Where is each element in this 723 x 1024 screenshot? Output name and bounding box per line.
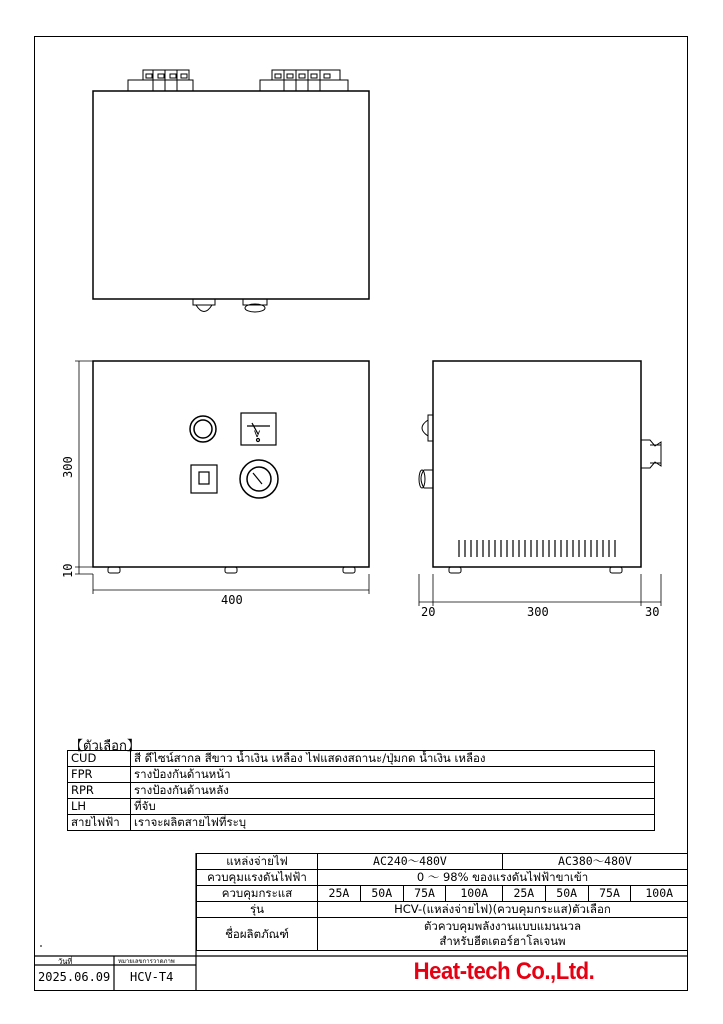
drawing-number-label: หมายเลขการวาดภาพ [118, 958, 175, 965]
dim-foot-height: 10 [61, 563, 75, 578]
voltage-label: ควบคุมแรงดันไฟฟ้า [197, 870, 318, 886]
option-code: สายไฟฟ้า [68, 815, 131, 831]
option-code: LH [68, 799, 131, 815]
voltage-value: 0 ～ 98% ของแรงดันไฟฟ้าขาเข้า [318, 870, 688, 886]
option-desc: รางป้องกันด้านหน้า [131, 767, 655, 783]
power-value-a: AC240～480V [318, 854, 503, 870]
option-code: RPR [68, 783, 131, 799]
current-value: 75A [588, 886, 631, 902]
dim-side-right: 30 [645, 605, 660, 619]
current-value: 100A [631, 886, 688, 902]
option-code: FPR [68, 767, 131, 783]
drawing-number: HCV-T4 [130, 970, 174, 984]
power-label: แหล่งจ่ายไฟ [197, 854, 318, 870]
option-code: CUD [68, 751, 131, 767]
model-label: รุ่น [197, 902, 318, 918]
option-desc: สี ดีไซน์สากล สีขาว น้ำเงิน เหลือง ไฟแสดงสถานะ/ปุ่มกด น้ำเงิน เหลือง [131, 751, 655, 767]
dim-front-height: 300 [61, 456, 75, 478]
drawing-date: 2025.06.09 [38, 970, 111, 984]
current-value: 75A [403, 886, 446, 902]
option-desc: เราจะผลิตสายไฟที่ระบุ [131, 815, 655, 831]
option-desc: ที่จับ [131, 799, 655, 815]
meter-label: V [254, 430, 261, 440]
option-desc: รางป้องกันด้านหลัง [131, 783, 655, 799]
current-value: 100A [446, 886, 502, 902]
current-value: 25A [502, 886, 545, 902]
options-title: 【ตัวเลือก】 [70, 739, 140, 754]
current-value: 25A [318, 886, 361, 902]
product-label: ชื่อผลิตภัณฑ์ [197, 918, 318, 951]
product-line-1: ตัวควบคุมพลังงานแบบแมนนวล [423, 919, 582, 933]
product-line-2: สำหรับฮีตเตอร์ฮาโลเจนพ [439, 934, 566, 948]
dim-side-left: 20 [421, 605, 436, 619]
dim-side-depth: 300 [527, 605, 549, 619]
date-label: วันที่ [58, 957, 73, 966]
dim-front-width: 400 [221, 593, 243, 607]
current-value: 50A [545, 886, 588, 902]
model-value: HCV-(แหล่งจ่ายไฟ)(ควบคุมกระแส)ตัวเลือก [318, 902, 688, 918]
current-value: 50A [360, 886, 403, 902]
company-logo: Heat-tech Co.,Ltd. [413, 958, 595, 985]
title-block [34, 956, 196, 991]
current-label: ควบคุมกระแส [197, 886, 318, 902]
power-value-b: AC380～480V [502, 854, 687, 870]
